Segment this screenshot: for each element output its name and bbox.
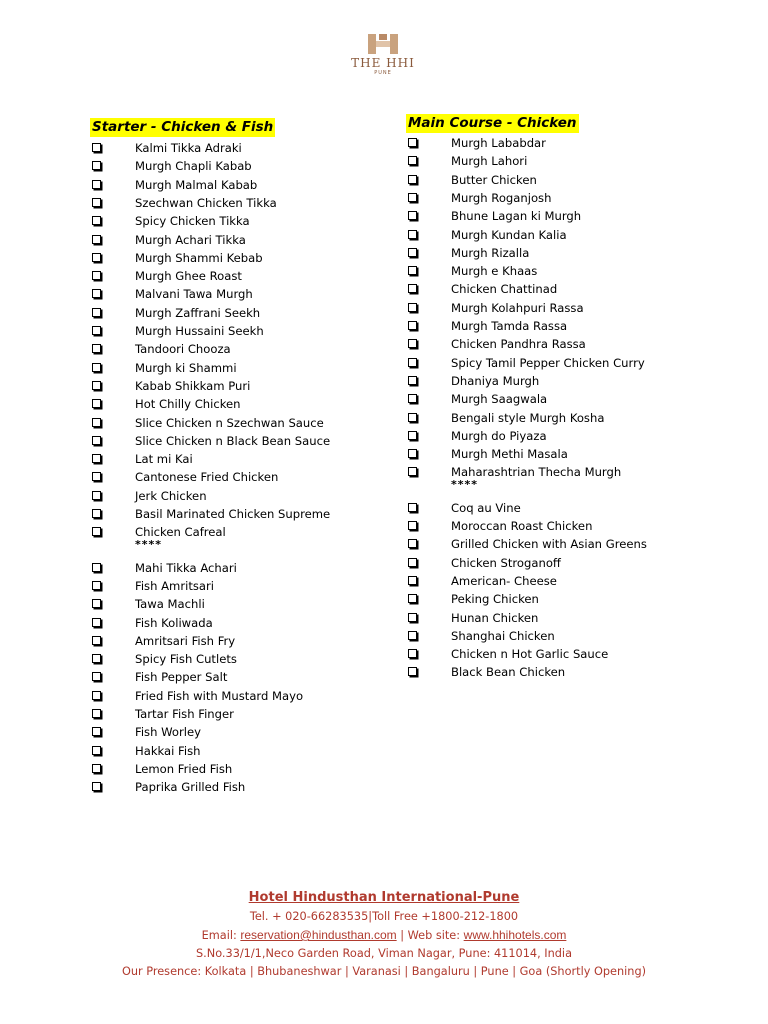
footer [0, 888, 768, 981]
menu-item-label: Mahi Tikka Achari [135, 560, 237, 575]
menu-item-label: Murgh Lababdar [451, 136, 546, 150]
checkbox-icon [92, 509, 101, 518]
menu-item-label: Murgh e Khaas [451, 264, 538, 279]
menu-item-label: Chicken n Hot Garlic Sauce [451, 647, 609, 662]
menu-item-label: Fish Pepper Salt [135, 670, 228, 685]
checkbox-icon [408, 138, 417, 147]
menu-item-label: Tawa Machli [135, 597, 205, 612]
menu-item-label: Hakkai Fish [135, 743, 201, 758]
checkbox-icon [92, 672, 101, 681]
menu-item-label: Maharashtrian Thecha Murgh [451, 465, 622, 480]
checkbox-icon [92, 161, 101, 170]
checkbox-icon [92, 418, 101, 427]
checkbox-icon [408, 193, 417, 202]
checkbox-icon [408, 230, 417, 239]
checkbox-icon [408, 594, 417, 603]
checkbox-icon [408, 431, 417, 440]
menu-item-label: Chicken Chattinad [451, 282, 558, 297]
email-link[interactable]: reservation@hindusthan.com [240, 928, 397, 942]
checkbox-icon [92, 344, 101, 353]
checkbox-icon [92, 636, 101, 645]
menu-item-label: Murgh Lahori [451, 154, 528, 169]
checkbox-icon [92, 618, 101, 627]
checkbox-icon [92, 472, 101, 481]
menu-item-label: Spicy Fish Cutlets [135, 652, 237, 667]
menu-item-label: Black Bean Chicken [451, 665, 566, 680]
hotel-logo [344, 26, 422, 96]
menu-item-label: Spicy Chicken Tikka [135, 214, 250, 229]
checkbox-icon [92, 454, 101, 463]
checkbox-icon [408, 521, 417, 530]
menu-item-label: Hot Chilly Chicken [135, 397, 241, 412]
section-separator: **** [451, 478, 479, 492]
checkbox-icon [408, 358, 417, 367]
checkbox-icon [408, 303, 417, 312]
menu-item-label: Bengali style Murgh Kosha [451, 410, 605, 425]
menu-item-label: Peking Chicken [451, 592, 539, 607]
checkbox-icon [92, 180, 101, 189]
checkbox-icon [408, 503, 417, 512]
checkbox-icon [92, 563, 101, 572]
menu-item-label: Fish Worley [135, 725, 201, 740]
menu-item-label: Butter Chicken [451, 172, 537, 187]
menu-item-label: Grilled Chicken with Asian Greens [451, 537, 647, 552]
checkbox-icon [92, 491, 101, 500]
checkbox-icon [92, 381, 101, 390]
checkbox-icon [92, 746, 101, 755]
menu-item-label: Murgh Zaffrani Seekh [135, 305, 261, 320]
menu-item-label: Fish Amritsari [135, 578, 215, 593]
checkbox-icon [92, 308, 101, 317]
checkbox-icon [408, 539, 417, 548]
menu-item-label: Slice Chicken n Szechwan Sauce [135, 415, 324, 430]
checkbox-icon [408, 175, 417, 184]
checkbox-icon [408, 576, 417, 585]
checkbox-icon [92, 691, 101, 700]
checkbox-icon [408, 413, 417, 422]
checkbox-icon [408, 449, 417, 458]
checkbox-icon [92, 764, 101, 773]
checkbox-icon [408, 394, 417, 403]
menu-item-label: Murgh Rizalla [451, 245, 530, 260]
menu-item-label: Murgh Kundan Kalia [451, 227, 567, 242]
menu-item-label: Jerk Chicken [135, 488, 207, 503]
web-label: | Web site: [396, 929, 464, 942]
menu-item-label: Hunan Chicken [451, 610, 539, 625]
menu-item-label: Tandoori Chooza [135, 342, 231, 357]
checkbox-icon [92, 235, 101, 244]
section-separator: **** [135, 538, 163, 552]
checkbox-icon [92, 271, 101, 280]
checkbox-icon [408, 211, 417, 220]
menu-item-label: Chicken Stroganoff [451, 555, 561, 570]
menu-item-label: Murgh Kolahpuri Rassa [451, 300, 584, 315]
checkbox-icon [92, 436, 101, 445]
menu-item-label: Tartar Fish Finger [135, 707, 234, 721]
menu-item-label: Murgh do Piyaza [451, 428, 547, 443]
checkbox-icon [408, 248, 417, 257]
menu-item-label: Murgh Achari Tikka [135, 232, 246, 247]
checkbox-icon [408, 339, 417, 348]
checkbox-icon [92, 581, 101, 590]
menu-item-label: Coq au Vine [451, 500, 521, 515]
menu-item-label: Dhaniya Murgh [451, 373, 540, 388]
menu-item-label: Chicken Pandhra Rassa [451, 337, 586, 352]
menu-item-label: Murgh Tamda Rassa [451, 319, 568, 333]
main-course-heading: Main Course - Chicken [408, 115, 577, 131]
menu-item-label: Kalmi Tikka Adraki [135, 141, 242, 155]
menu-item-label: Murgh Malmal Kabab [135, 177, 258, 192]
checkbox-icon [92, 727, 101, 736]
footer-presence: Our Presence: Kolkata | Bhubaneshwar | Varanasi | Bangaluru | Pune | Goa (Shortly Opening) [121, 965, 647, 978]
menu-item-label: Chicken Cafreal [135, 525, 226, 540]
checkbox-icon [92, 253, 101, 262]
menu-item-label: Bhune Lagan ki Murgh [451, 209, 582, 224]
footer-tel: Tel. + 020-66283535|Toll Free +1800-212-1800 [249, 910, 519, 923]
checkbox-icon [92, 216, 101, 225]
checkbox-icon [92, 399, 101, 408]
menu-item-label: Murgh Ghee Roast [135, 269, 242, 284]
menu-item-label: Malvani Tawa Murgh [135, 287, 253, 302]
menu-item-label: Murgh ki Shammi [135, 360, 237, 375]
menu-item-label: Spicy Tamil Pepper Chicken Curry [451, 355, 645, 370]
checkbox-icon [408, 649, 417, 658]
menu-item-label: Amritsari Fish Fry [135, 633, 236, 648]
menu-item-label: Szechwan Chicken Tikka [135, 195, 277, 210]
menu-item-label: Kabab Shikkam Puri [135, 378, 251, 393]
menu-item-label: Murgh Shammi Kebab [135, 250, 263, 265]
checkbox-icon [408, 284, 417, 293]
checkbox-icon [408, 376, 417, 385]
checkbox-icon [408, 667, 417, 676]
menu-item-label: Shanghai Chicken [451, 628, 555, 643]
checkbox-icon [408, 467, 417, 476]
checkbox-icon [408, 613, 417, 622]
footer-address: S.No.33/1/1,Neco Garden Road, Viman Nagar, Pune: 411014, India [195, 947, 572, 960]
menu-item-label: American- Cheese [451, 573, 557, 588]
menu-item-label: Cantonese Fried Chicken [135, 470, 279, 485]
checkbox-icon [92, 709, 101, 718]
checkbox-icon [92, 654, 101, 663]
starter-heading: Starter - Chicken & Fish [92, 119, 274, 135]
menu-item-label: Slice Chicken n Black Bean Sauce [135, 433, 331, 448]
email-label: Email: [201, 929, 241, 942]
menu-item-label: Murgh Roganjosh [451, 190, 552, 205]
menu-item-label: Fish Koliwada [135, 615, 213, 630]
website-link[interactable]: www.hhihotels.com [463, 928, 567, 942]
checkbox-icon [408, 156, 417, 165]
checkbox-icon [92, 527, 101, 536]
checkbox-icon [92, 599, 101, 608]
menu-item-label: Moroccan Roast Chicken [451, 519, 593, 533]
checkbox-icon [92, 363, 101, 372]
logo-text: THE HHI [351, 56, 415, 70]
checkbox-icon [408, 321, 417, 330]
checkbox-icon [92, 289, 101, 298]
checkbox-icon [408, 631, 417, 640]
checkbox-icon [92, 326, 101, 335]
hhi-logo-icon [366, 32, 400, 56]
logo-subtext: PUNE [374, 70, 392, 76]
menu-item-label: Lat mi Kai [135, 452, 193, 467]
menu-item-label: Basil Marinated Chicken Supreme [135, 507, 331, 521]
menu-item-label: Murgh Hussaini Seekh [135, 324, 264, 338]
menu-item-label: Murgh Methi Masala [451, 447, 568, 462]
menu-item-label: Murgh Chapli Kabab [135, 159, 252, 174]
checkbox-icon [92, 143, 101, 152]
menu-item-label: Lemon Fried Fish [135, 761, 233, 776]
checkbox-icon [408, 266, 417, 275]
footer-contact [0, 926, 768, 945]
menu-item-label: Paprika Grilled Fish [135, 780, 246, 795]
menu-item-label: Murgh Saagwala [451, 392, 548, 407]
checkbox-icon [92, 198, 101, 207]
checkbox-icon [92, 782, 101, 791]
menu-item-label: Fried Fish with Mustard Mayo [135, 688, 304, 703]
checkbox-icon [408, 558, 417, 567]
footer-title: Hotel Hindusthan International-Pune [248, 890, 520, 905]
